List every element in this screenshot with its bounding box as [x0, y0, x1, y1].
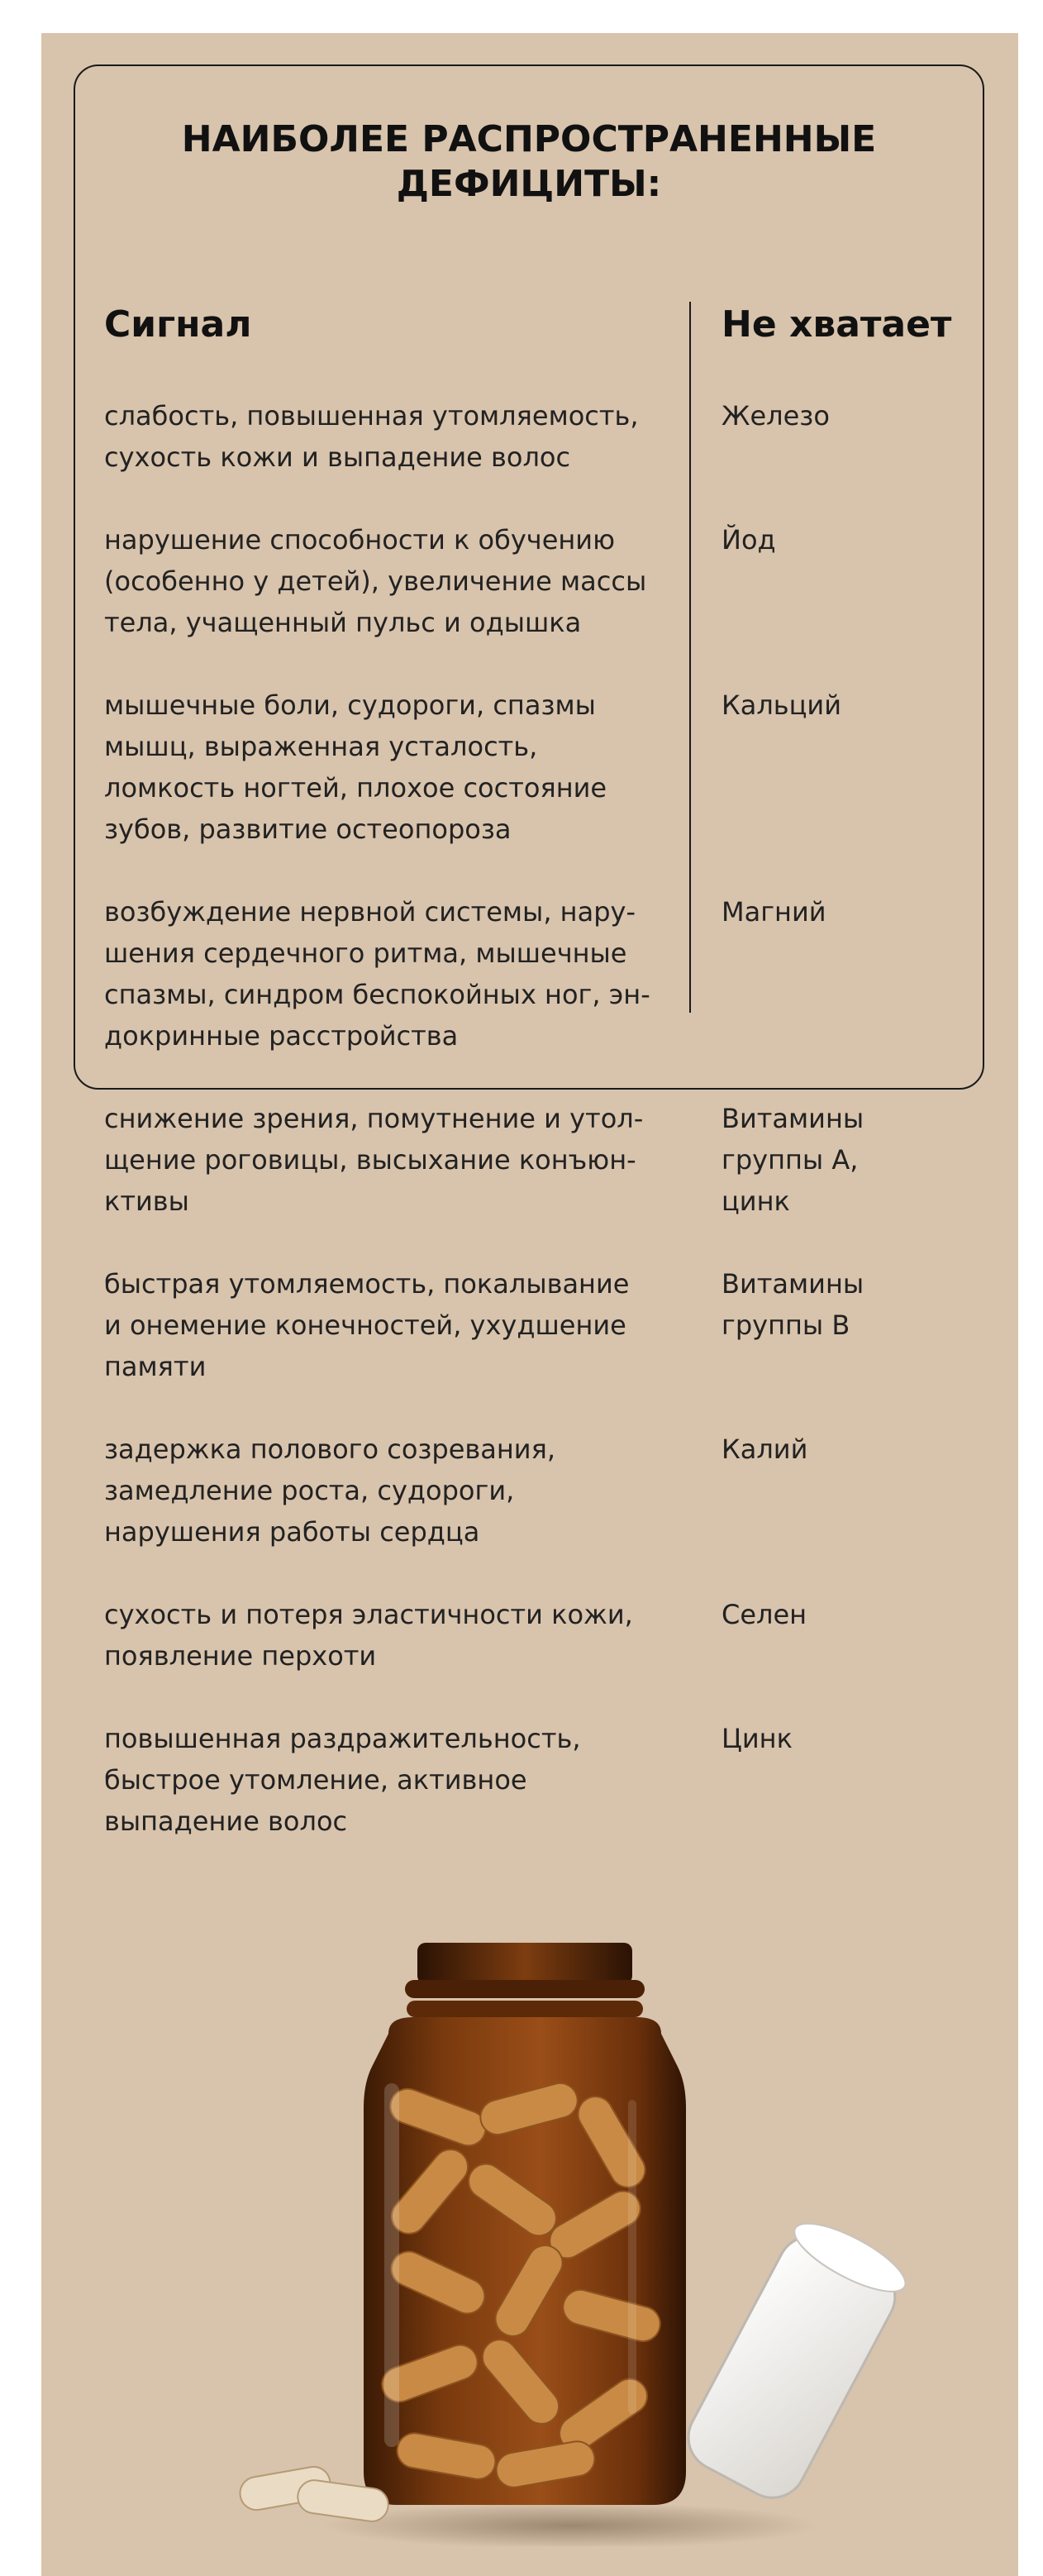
signal-line: памяти	[104, 1351, 207, 1382]
lack-cell	[722, 519, 969, 561]
lack-cell	[722, 891, 969, 933]
signal-line: быстрое утомление, активное	[104, 1764, 527, 1796]
signal-line: (особенно у детей), увеличение массы	[104, 565, 647, 597]
signal-cell	[104, 1263, 674, 1387]
signal-line: ломкость ногтей, плохое состояние	[104, 772, 607, 804]
signal-line: нарушение способности к обучению	[104, 524, 616, 556]
signal-line: ктивы	[104, 1185, 189, 1217]
signal-line: выпадение волос	[104, 1806, 348, 1837]
lack-line: Железо	[722, 400, 830, 432]
lack-line: Кальций	[722, 689, 842, 721]
lack-line: Витамины	[722, 1268, 864, 1300]
signal-line: повышенная раздражительность,	[104, 1723, 581, 1754]
title-line-2: ДЕФИЦИТЫ:	[396, 163, 662, 205]
column-divider	[689, 302, 691, 1013]
lack-line: Цинк	[722, 1723, 793, 1754]
signal-line: возбуждение нервной системы, нару-	[104, 896, 636, 928]
signal-line: сухость и потеря эластичности кожи,	[104, 1599, 633, 1630]
signal-line: задержка полового созревания,	[104, 1433, 556, 1465]
lack-line: группы А,	[722, 1144, 859, 1176]
lack-cell	[722, 395, 969, 436]
lack-cell	[722, 1263, 969, 1346]
lack-cell	[722, 1098, 969, 1222]
lack-cell	[722, 685, 969, 726]
signal-line: нарушения работы сердца	[104, 1516, 480, 1548]
title-line-1: НАИБОЛЕЕ РАСПРОСТРАНЕННЫЕ	[181, 118, 877, 160]
signal-cell	[104, 891, 674, 1057]
signal-line: докринные расстройства	[104, 1020, 459, 1052]
signal-cell	[104, 1718, 674, 1842]
lack-line: Йод	[722, 524, 776, 556]
signal-line: шения сердечного ритма, мышечные	[104, 937, 627, 969]
lack-cell	[722, 1429, 969, 1470]
signal-cell	[104, 1429, 674, 1553]
signal-line: щение роговицы, высыхание конъюн-	[104, 1144, 636, 1176]
signal-line: снижение зрения, помутнение и утол-	[104, 1103, 644, 1134]
signal-line: мышц, выраженная усталость,	[104, 731, 538, 762]
lack-line: Витамины	[722, 1103, 864, 1134]
signal-line: сухость кожи и выпадение волос	[104, 441, 571, 473]
signal-line: спазмы, синдром беспокойных ног, эн-	[104, 979, 650, 1010]
signal-cell	[104, 685, 674, 850]
signal-line: зубов, развитие остеопороза	[104, 813, 512, 845]
signal-line: и онемение конечностей, ухудшение	[104, 1309, 626, 1341]
lack-cell	[722, 1594, 969, 1635]
column-header-lack: Не хватает	[722, 303, 952, 346]
signal-line: появление перхоти	[104, 1640, 377, 1672]
signal-line: слабость, повышенная утомляемость,	[104, 400, 639, 432]
signal-cell	[104, 519, 674, 643]
signal-cell	[104, 395, 674, 478]
column-header-signal: Сигнал	[104, 303, 252, 346]
signal-line: быстрая утомляемость, покалывание	[104, 1268, 630, 1300]
signal-line: тела, учащенный пульс и одышка	[104, 607, 582, 638]
lack-line: цинк	[722, 1185, 790, 1217]
signal-line: замедление роста, судороги,	[104, 1475, 515, 1506]
lack-cell	[722, 1718, 969, 1759]
pill-bottle-image	[215, 1934, 926, 2546]
signal-cell	[104, 1594, 674, 1677]
signal-line: мышечные боли, судороги, спазмы	[104, 689, 596, 721]
lack-line: Калий	[722, 1433, 808, 1465]
lack-line: группы В	[722, 1309, 850, 1341]
lack-line: Селен	[722, 1599, 807, 1630]
page-title	[74, 117, 984, 207]
lack-line: Магний	[722, 896, 826, 928]
signal-cell	[104, 1098, 674, 1222]
